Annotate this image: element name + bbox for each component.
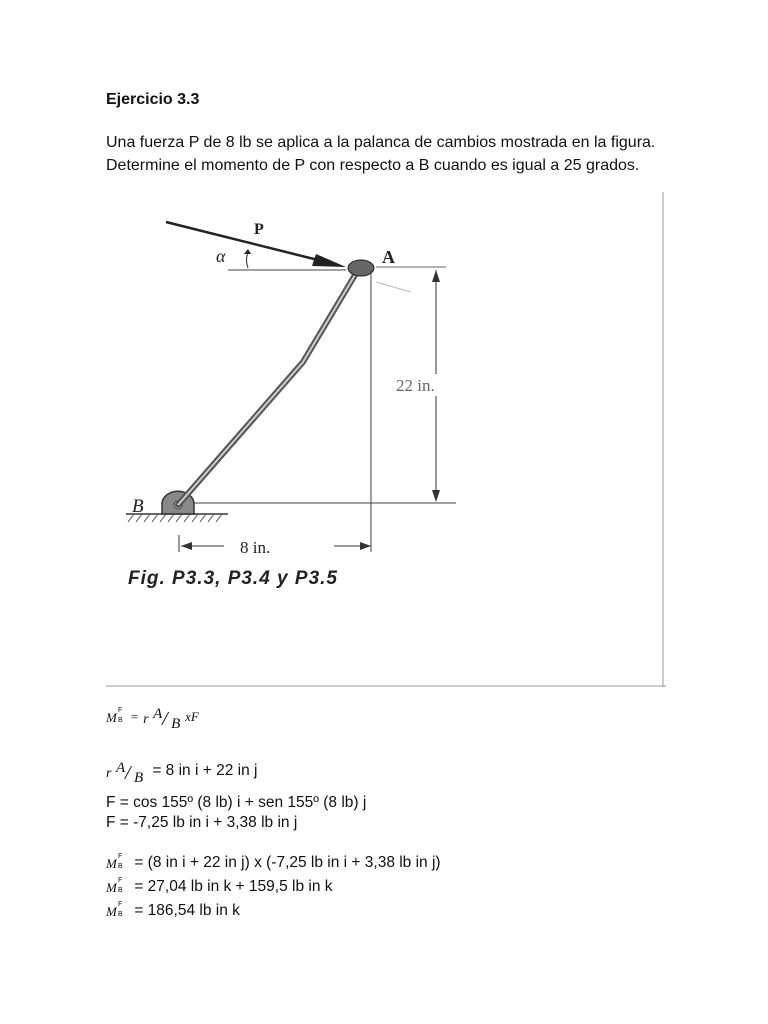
moment-formula [106,706,199,732]
faint-line [376,282,411,292]
moment-line-1: M F B = (8 in i + 22 in j) x (-7,25 lb in i + 3,38 lb in j) [106,852,441,871]
moment-symbol: M F B [106,852,123,871]
force-line-1: F = cos 155º (8 lb) i + sen 155º (8 lb) j [106,794,367,811]
formula-rhs: xF [185,709,199,725]
moment-symbol: M F B [106,900,123,919]
label-a: A [382,247,395,267]
force-p-arrowhead [312,254,346,267]
page-title: Ejercicio 3.3 [106,91,200,108]
dim-vertical-arrow-bottom [432,490,440,502]
position-vector-line [106,760,258,786]
dim-horizontal-label: 8 in. [240,538,271,557]
dim-vertical-label: 22 in. [396,376,435,395]
knob-a [348,260,374,276]
dim-h-arrow-right [360,542,371,550]
position-vector-symbol: r A / B [106,760,144,786]
label-p: P [254,221,264,238]
moment-line-2: M F B = 27,04 lb in k + 159,5 lb in k [106,876,333,895]
moment-line-3: M F B = 186,54 lb in k [106,900,240,919]
dim-h-arrow-left [181,542,192,550]
alpha-arrow [244,249,251,254]
label-b: B [132,496,144,517]
dim-vertical-arrow-top [432,270,440,282]
position-vector-value: = 8 in i + 22 in j [152,762,258,780]
equals-sign: = [130,709,139,725]
moment-symbol: M F B [106,707,123,725]
position-vector-symbol: r A / B [143,706,181,732]
lever-figure [106,192,666,687]
alpha-arc [247,252,249,268]
moment-symbol: M F B [106,876,123,895]
lever-rod [178,270,358,505]
force-line-2: F = -7,25 lb in i + 3,38 lb in j [106,814,298,831]
lever-diagram [106,192,666,687]
figure-caption: Fig. P3.3, P3.4 y P3.5 [128,568,338,589]
label-alpha: α [216,246,226,266]
force-p-line [166,222,334,264]
problem-statement: Una fuerza P de 8 lb se aplica a la palanca de cambios mostrada en la figura. Determine el momento de P con respecto a B cuando es igual a 25 grados. [106,134,656,174]
